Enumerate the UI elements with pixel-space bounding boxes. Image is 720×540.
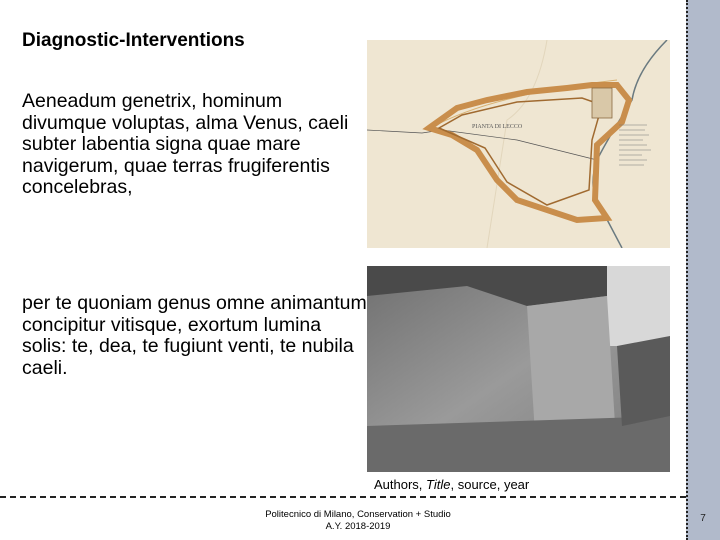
caption-source-year: , source, year: [450, 477, 530, 492]
page-number: 7: [700, 513, 706, 524]
caption-title: Title: [426, 477, 451, 492]
fortification-wall-photo: [367, 266, 670, 472]
paragraph-1: Aeneadum genetrix, hominum divumque voluptas, alma Venus, caeli subter labentia signa quae mare navigerum, quae terras frugiferentis concelebras,: [22, 90, 349, 198]
right-sidebar: [686, 0, 720, 540]
slide-title: Diagnostic-Interventions: [22, 30, 245, 51]
map-label: PIANTA DI LECCO: [472, 124, 523, 130]
footer-divider: [0, 496, 686, 498]
caption-authors: Authors,: [374, 477, 427, 492]
image-caption: [374, 477, 529, 492]
paragraph-2: per te quoniam genus omne animantum concipitur vitisque, exortum lumina solis: te, dea, te fugiunt venti, te nubila caeli.: [22, 292, 367, 379]
footer-institution: Politecnico di Milano, Conservation + Studio: [265, 509, 451, 520]
historic-map-image: [367, 40, 670, 248]
footer: [200, 509, 516, 533]
footer-academic-year: A.Y. 2018-2019: [325, 521, 391, 532]
